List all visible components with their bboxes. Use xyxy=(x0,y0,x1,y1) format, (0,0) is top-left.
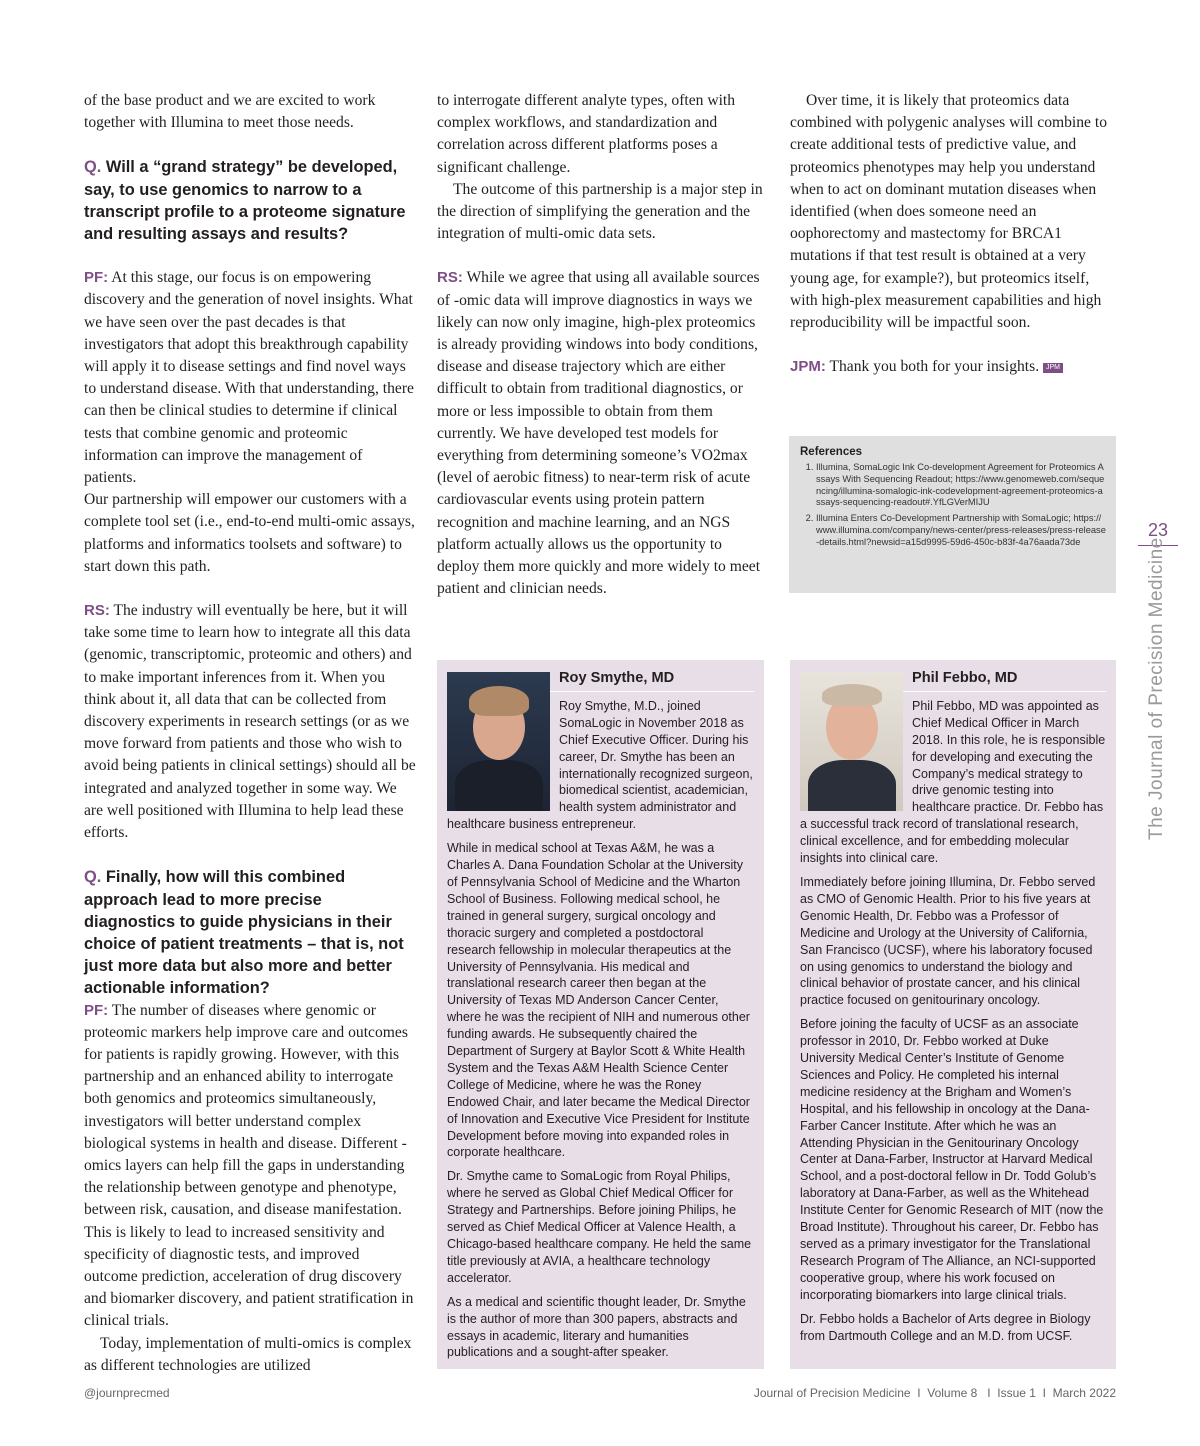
bio-paragraph: Phil Febbo, MD was appointed as Chief Medical Officer in March 2018. In this role, he is responsible for developing and executing the Company’s medical strategy to drive genomic testing into healthcare practice. Dr. Febbo has a successful track record of translational research, clinical excellence, and for embedding molecular insights into clinical care. xyxy=(800,698,1106,866)
answer-text: While we agree that using all available sources of -omic data will improve diagnostics in ways we likely can now only imagine, high-plex proteomics is already providing windows into body conditions, disease and disease trajectory which are either difficult to obtain from traditional diagnostics, or more or less impossible to obtain from them currently. We have developed test models for everything from determining someone’s VO2max (level of aerobic fitness) to near-term risk of acute cardiovascular events using protein pattern recognition and machine learning, and an NGS platform actually allows us the opportunity to deploy them more quickly and more widely to meet patient and clinician needs. xyxy=(437,269,761,598)
references-title: References xyxy=(800,446,863,458)
answer-paragraph xyxy=(84,600,416,844)
paragraph: Today, implementation of multi-omics is complex as different technologies are utilized xyxy=(84,1334,412,1374)
portrait-photo xyxy=(447,672,550,811)
speaker-label: RS: xyxy=(84,602,110,620)
question-label: Q. xyxy=(84,158,102,177)
speaker-label: PF: xyxy=(84,1001,109,1019)
answer-paragraph xyxy=(84,267,416,489)
bio-box-smythe xyxy=(437,660,764,1369)
bio-paragraph: Roy Smythe, M.D., joined SomaLogic in November 2018 as Chief Executive Officer. During his career, Dr. Smythe has been an internationally recognized surgeon, biomedical scientist, academician, health system administrator and healthcare business entrepreneur. xyxy=(447,698,753,832)
reference-item[interactable]: 1. Illumina, SomaLogic Ink Co-development Agreement for Proteomics Assays With Sequencing Readout; https://www.genomeweb.com/sequencing/illumina-somalogic-ink-codevelopment-agreement-proteomics-assays-sequencing-readout#.YfLGVerMIJU xyxy=(816,462,1106,509)
footer-citation: Journal of Precision Medicine I Volume 8 I Issue 1 I March 2022 xyxy=(753,1386,1116,1400)
portrait-shape xyxy=(469,686,529,716)
portrait-shape xyxy=(455,760,543,811)
column-1 xyxy=(84,90,416,1377)
answer-text: The industry will eventually be here, but it will take some time to learn how to integrate all this data (genomic, transcriptomic, proteomic and others) and to make important inferences from it. When you think about it, all data that can be collected from discovery experiments in research settings (or as we move forward from patients and those who wish to avoid being patients in clinical settings) should all be integrated and analyzed together in some way. We are well positioned with Illumina to help lead these efforts. xyxy=(84,602,416,842)
answer-paragraph xyxy=(437,267,767,600)
journal-title-vertical: The Journal of Precision Medicine xyxy=(1146,537,1167,840)
paragraph: Over time, it is likely that proteomics data combined with polygenic analyses will combine to create additional tests of predictive value, and proteomics phenotypes may help you understand when to act on dominant mutation diseases when identified (when does someone need an oophorectomy and mastectomy for BRCA1 mutations if that test result is obtained at a very young age, for example?), but proteomics itself, with high-plex measurement capabilities and high reproducibility will be impactful soon. xyxy=(790,92,1108,332)
answer-paragraph xyxy=(84,1000,416,1333)
bio-paragraph: Dr. Smythe came to SomaLogic from Royal Philips, where he served as Global Chief Medical Officer for Strategy and Partnerships. Before joining Philips, he served as Chief Medical Officer at Valence Health, a Chicago-based healthcare company. He held the same title previously at AVIA, a healthcare technology accelerator. xyxy=(447,1169,752,1285)
bio-paragraph: As a medical and scientific thought leader, Dr. Smythe is the author of more than 300 papers, abstracts and essays in academic, literary and humanities publications and a sought-after speaker. xyxy=(447,1294,746,1360)
paragraph: The outcome of this partnership is a major step in the direction of simplifying the generation and the integration of multi-omic data sets. xyxy=(437,180,763,243)
paragraph: of the base product and we are excited to work together with Illumina to meet those needs. xyxy=(84,92,376,132)
question-text: Will a “grand strategy” be developed, say, to use genomics to narrow to a transcript profile to a proteome signature and resulting assays and results? xyxy=(84,158,406,244)
bio-paragraph: Before joining the faculty of UCSF as an associate professor in 2010, Dr. Febbo worked at Duke University Medical Center’s Institute of Genome Sciences and Policy. He completed his internal medicine residency at the Brigham and Women’s Hospital, and his fellowship in oncology at the Dana-Farber Cancer Institute. After which he was an Attending Physician in the Genitourinary Oncology Center at Dana-Farber, Instructor at Harvard Medical School, and a post-doctoral fellow in Dr. Todd Golub’s laboratory at Dana-Farber, as well as the Whitehead Institute Center for Genomic Research of MIT (now the Broad Institute). Throughout his career, Dr. Febbo has served as a primary investigator for the Translational Research Program of The Alliance, an NCI-supported cooperative group, where his work focused on incorporating biomarkers into large clinical trials. xyxy=(800,1017,1104,1302)
question-heading xyxy=(84,866,416,999)
bio-paragraph: Immediately before joining Illumina, Dr. Febbo served as CMO of Genomic Health. Prior to his five years at Genomic Health, Dr. Febbo was a Professor of Medicine and Urology at the University of California, San Francisco (UCSF), where his laboratory focused on using genomics to understand the biology and clinical behavior of prostate cancer, and his clinical practice focused on genitourinary oncology. xyxy=(800,874,1096,1008)
speaker-label: PF: xyxy=(84,269,109,287)
closing-paragraph xyxy=(790,356,1116,378)
portrait-photo xyxy=(800,672,903,811)
answer-text: At this stage, our focus is on empowering discovery and the generation of novel insights. What we have seen over the past decades is that investigators that adopt this breakthrough capability will apply it to disease settings and find novel ways to understand disease. With that understanding, there can then be clinical studies to determine if clinical tests that combine genomic and proteomic information can improve the management of patients. xyxy=(84,269,414,487)
page-number: 23 xyxy=(1138,520,1178,546)
reference-item[interactable]: 2. Illumina Enters Co-Development Partnership with SomaLogic; https://www.illumina.com/company/news-center/press-releases/press-release-details.html?newsid=a15d9995-59d6-450c-b83f-4a76aada73de xyxy=(816,513,1106,548)
question-heading xyxy=(84,156,416,245)
references-box xyxy=(789,436,1116,593)
portrait-shape xyxy=(822,684,882,706)
question-label: Q. xyxy=(84,868,102,887)
column-2 xyxy=(437,90,767,600)
bio-box-febbo xyxy=(790,660,1116,1369)
speaker-label: JPM: xyxy=(790,358,826,376)
bio-paragraph: Dr. Febbo holds a Bachelor of Arts degree in Biology from Dartmouth College and an M.D. from UCSF. xyxy=(800,1311,1091,1343)
speaker-label: RS: xyxy=(437,269,463,287)
bio-paragraph: While in medical school at Texas A&M, he was a Charles A. Dana Foundation Scholar at the University of Pennsylvania School of Medicine and the Wharton School of Business. Following medical school, he trained in general surgery, surgical oncology and thoracic surgery and completed a postdoctoral research fellowship in molecular therapeutics at the University of Pennsylvania. His medical and translational research career then began at the University of Texas MD Anderson Cancer Center, where he was the recipient of NIH and numerous other funding awards. He subsequently chaired the Department of Surgery at Baylor Scott & White Health System and the Texas A&M Health Science Center College of Medicine, where he was the Roney Endowed Chair, and later became the Medical Director of Innovation and Executive Vice President for Institute Development before moving into expanded roles in corporate healthcare. xyxy=(447,841,750,1160)
column-3 xyxy=(790,90,1116,378)
bio-name: Phil Febbo, MD xyxy=(800,670,1106,692)
paragraph: Our partnership will empower our customers with a complete tool set (i.e., end-to-end multi-omic assays, platforms and informatics toolsets and software) to start down this path. xyxy=(84,491,415,575)
closing-text: Thank you both for your insights. xyxy=(829,358,1040,376)
references-list xyxy=(800,462,1106,549)
answer-text: The number of diseases where genomic or proteomic markers help improve care and outcomes for patients is rapidly growing. However, with this partnership and an enhanced ability to interrogate both genomics and proteomics simultaneously, investigators will better understand complex biological systems in health and disease. Different -omics layers can help fill the gaps in understanding the relationship between genotype and phenotype, between risk, causation, and disease manifestation. This is likely to lead to increased sensitivity and specificity of diagnostic tests, and improved outcome prediction, acceleration of drug discovery and biomarker discovery, and patient stratification in clinical trials. xyxy=(84,1001,414,1330)
footer-handle[interactable]: @journprecmed xyxy=(84,1386,170,1400)
end-mark-icon: JPM xyxy=(1043,363,1063,373)
portrait-shape xyxy=(808,760,896,811)
paragraph: to interrogate different analyte types, often with complex workflows, and standardization and correlation across different platforms poses a significant challenge. xyxy=(437,92,736,176)
bio-name: Roy Smythe, MD xyxy=(447,670,754,692)
question-text: Finally, how will this combined approach lead to more precise diagnostics to guide physicians in their choice of patient treatments – that is, not just more data but also more and better actionable information? xyxy=(84,868,404,998)
